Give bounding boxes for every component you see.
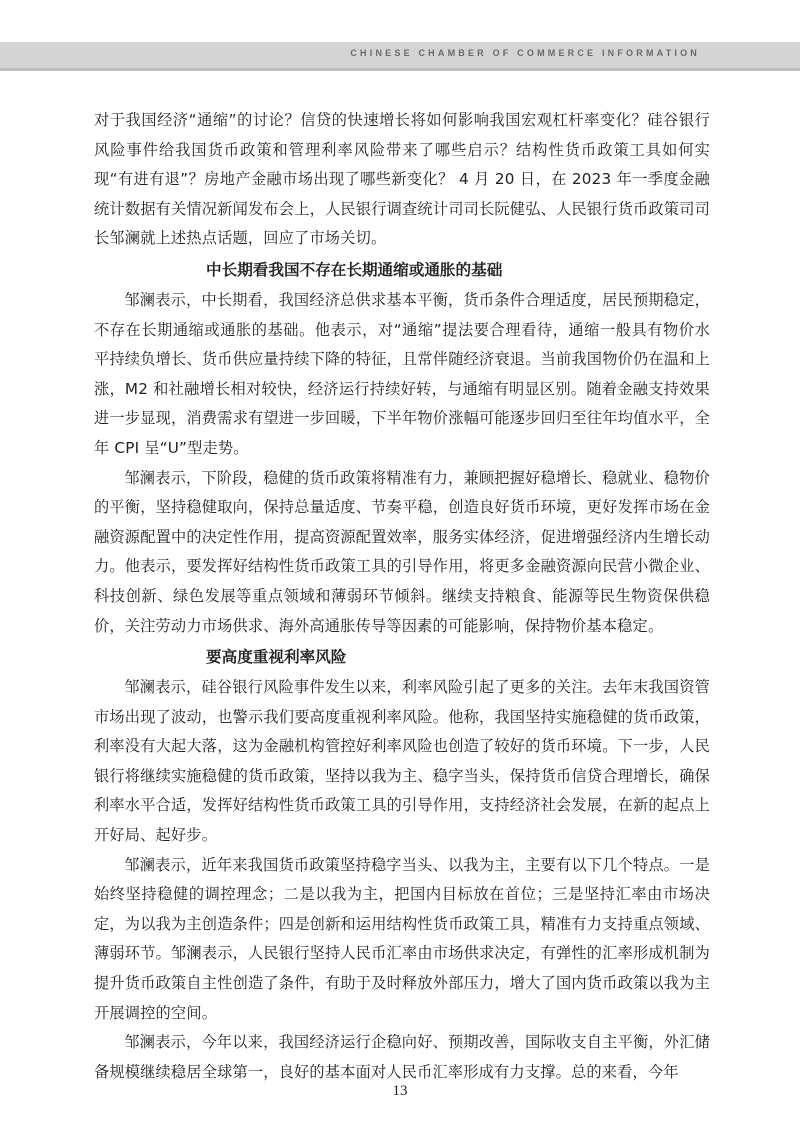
intro-paragraph: 对于我国经济“通缩”的讨论？信贷的快速增长将如何影响我国宏观杠杆率变化？硅谷银行风险事件给我国货币政策和管理利率风险带来了哪些启示？结构性货币政策工具如何实现“有进有退”？房地产金融市场出现了哪些新变化？ 4 月 20 日，在 2023 年一季度金融统计数据有关情况新闻发布会上，人民银行调查统计司司长阮健弘、人民银行货币政策司司长邹澜就上述热点话题，回应了市场关切。 <box>94 111 710 248</box>
body-paragraph: 邹澜表示，下阶段，稳健的货币政策将精准有力，兼顾把握好稳增长、稳就业、稳物价的平衡，坚持稳健取向，保持总量适度、节奏平稳，创造良好货币环境，更好发挥市场在金融资源配置中的决定性作用，提高资源配置效率，服务实体经济，促进增强经济内生增长动力。他表示，要发挥好结构性货币政策工具的引导作用，将更多金融资源向民营小微企业、科技创新、绿色发展等重点领域和薄弱环节倾斜。继续支持粮食、能源等民生物资保供稳价，关注劳动力市场供求、海外高通胀传导等因素的可能影响，保持物价基本稳定。 <box>94 468 710 635</box>
running-title: CHINESE CHAMBER OF COMMERCE INFORMATION <box>350 48 700 58</box>
body-paragraph: 邹澜表示，中长期看，我国经济总供求基本平衡，货币条件合理适度，居民预期稳定，不存在长期通缩或通胀的基础。他表示，对“通缩”提法要合理看待，通缩一般具有物价水平持续负增长、货币供应量持续下降的特征，且常伴随经济衰退。当前我国物价仍在温和上涨，M2 和社融增长相对较快，经济运行持续好转，与通缩有明显区别。随着金融支持效果进一步显现，消费需求有望进一步回暖，下半年物价涨幅可能逐步回归至往年均值水平，全年 CPI 呈“U”型走势。 <box>94 290 710 457</box>
body-paragraph: 邹澜表示，今年以来，我国经济运行企稳向好、预期改善，国际收支自主平衡，外汇储备规模继续稳居全球第一，良好的基本面对人民币汇率形成有力支撑。总的来看，今年 <box>94 1033 710 1081</box>
page-number: 13 <box>392 1083 408 1099</box>
article-body <box>94 106 710 1087</box>
header-rule <box>0 68 800 71</box>
body-paragraph: 邹澜表示，近年来我国货币政策坚持稳字当头、以我为主，主要有以下几个特点。一是始终坚持稳健的调控理念；二是以我为主，把国内目标放在首位；三是坚持汇率由市场决定，为以我为主创造条件；四是创新和运用结构性货币政策工具，精准有力支持重点领域、薄弱环节。邹澜表示，人民银行坚持人民币汇率由市场供求决定，有弹性的汇率形成机制为提升货币政策自主性创造了条件，有助于及时释放外部压力，增大了国内货币政策以我为主开展调控的空间。 <box>94 855 710 1022</box>
body-paragraph: 邹澜表示，硅谷银行风险事件发生以来，利率风险引起了更多的关注。去年末我国资管市场出现了波动，也警示我们要高度重视利率风险。他称，我国坚持实施稳健的货币政策，利率没有大起大落，这为金融机构管控好利率风险也创造了较好的货币环境。下一步，人民银行将继续实施稳健的货币政策，坚持以我为主、稳字当头，保持货币信贷合理增长，确保利率水平合适，发挥好结构性货币政策工具的引导作用，支持经济社会发展，在新的起点上开好局、起好步。 <box>94 678 710 845</box>
section-heading: 要高度重视利率风险 <box>206 648 347 667</box>
section-heading: 中长期看我国不存在长期通缩或通胀的基础 <box>206 260 503 279</box>
